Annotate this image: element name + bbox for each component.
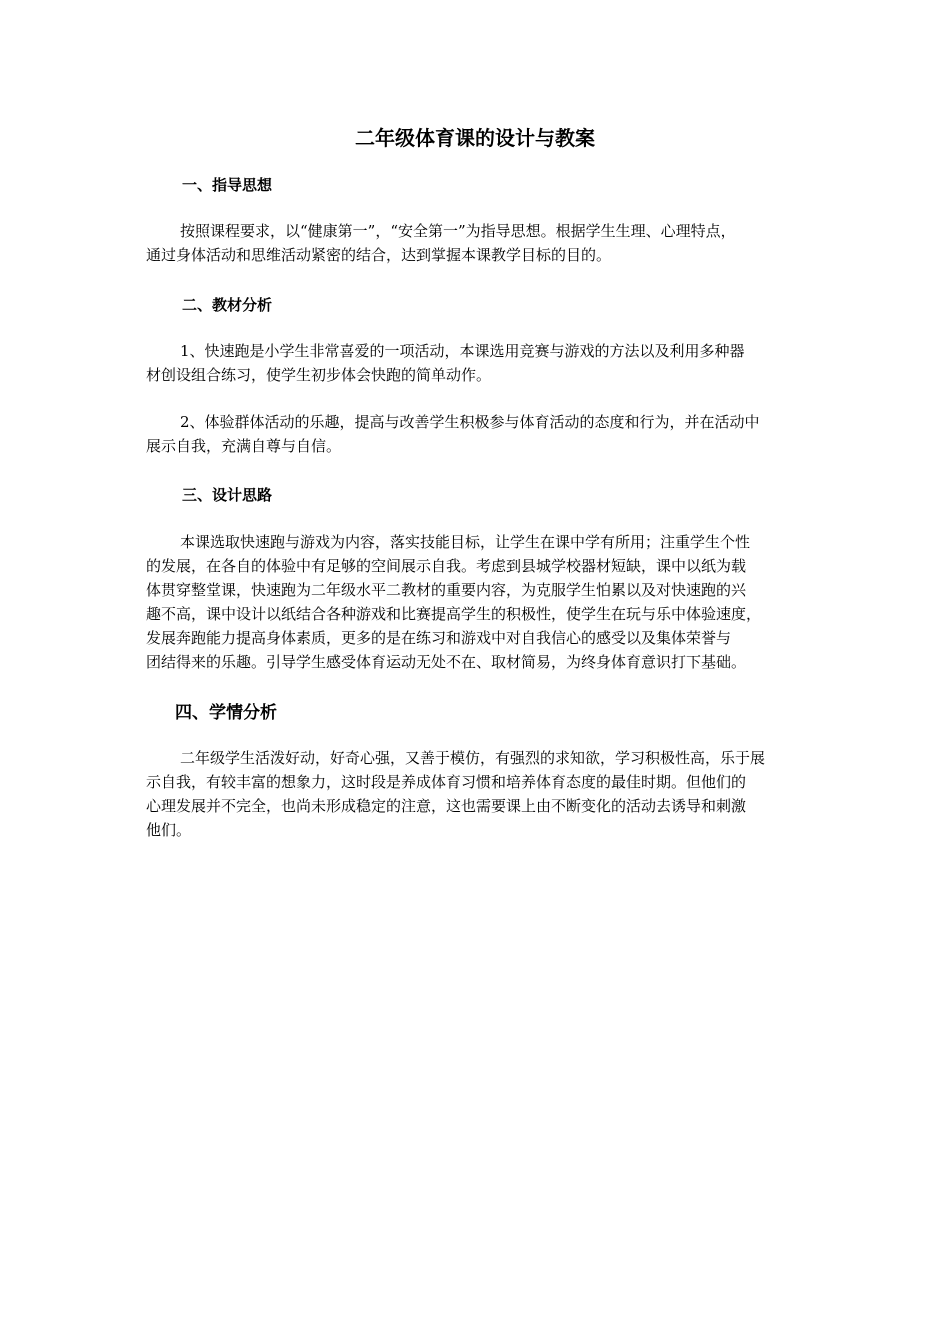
paragraph-material-analysis-2 [146,410,812,458]
text-line: 的发展，在各自的体验中有足够的空间展示自我。考虑到县城学校器材短缺，课中以纸为载 [146,557,747,575]
text-line: 团结得来的乐趣。引导学生感受体育运动无处不在、取材简易，为终身体育意识打下基础。 [146,653,747,671]
document-title: 二年级体育课的设计与教案 [355,126,595,150]
text-line: 本课选取快速跑与游戏为内容，落实技能目标，让学生在课中学有所用；注重学生个性 [180,533,751,551]
text-line: 通过身体活动和思维活动紧密的结合，达到掌握本课教学目标的目的。 [146,246,612,264]
section-heading-guiding-ideology: 一、指导思想 [182,176,273,194]
paragraph-guiding-ideology [146,219,812,267]
paragraph-design-approach [146,530,812,674]
text-line: 1、快速跑是小学生非常喜爱的一项活动，本课选用竞赛与游戏的方法以及利用多种器 [180,342,745,360]
text-line: 展示自我，充满自尊与自信。 [146,437,342,455]
text-line: 示自我，有较丰富的想象力，这时段是养成体育习惯和培养体育态度的最佳时期。但他们的 [146,773,747,791]
paragraph-learner-analysis [146,746,812,842]
text-line: 二年级学生活泼好动，好奇心强，又善于模仿，有强烈的求知欲，学习积极性高，乐于展 [180,749,766,767]
text-line: 材创设组合练习，使学生初步体会快跑的简单动作。 [146,366,492,384]
text-line: 心理发展并不完全，也尚未形成稳定的注意，这也需要课上由不断变化的活动去诱导和刺激 [146,797,747,815]
section-heading-learner-analysis: 四、学情分析 [175,703,277,723]
section-heading-design-approach: 三、设计思路 [182,486,273,504]
text-line: 他们。 [146,821,192,839]
text-line: 发展奔跑能力提高身体素质，更多的是在练习和游戏中对自我信心的感受以及集体荣誉与 [146,629,732,647]
section-heading-material-analysis: 二、教材分析 [182,296,273,314]
text-line: 2、体验群体活动的乐趣，提高与改善学生积极参与体育活动的态度和行为，并在活动中 [180,413,760,431]
text-line: 按照课程要求，以“健康第一”，“安全第一”为指导思想。根据学生生理、心理特点， [180,222,736,240]
text-line: 体贯穿整堂课，快速跑为二年级水平二教材的重要内容，为克服学生怕累以及对快速跑的兴 [146,581,747,599]
text-line: 趣不高，课中设计以纸结合各种游戏和比赛提高学生的积极性，使学生在玩与乐中体验速度， [146,605,762,623]
paragraph-material-analysis-1 [146,339,812,387]
